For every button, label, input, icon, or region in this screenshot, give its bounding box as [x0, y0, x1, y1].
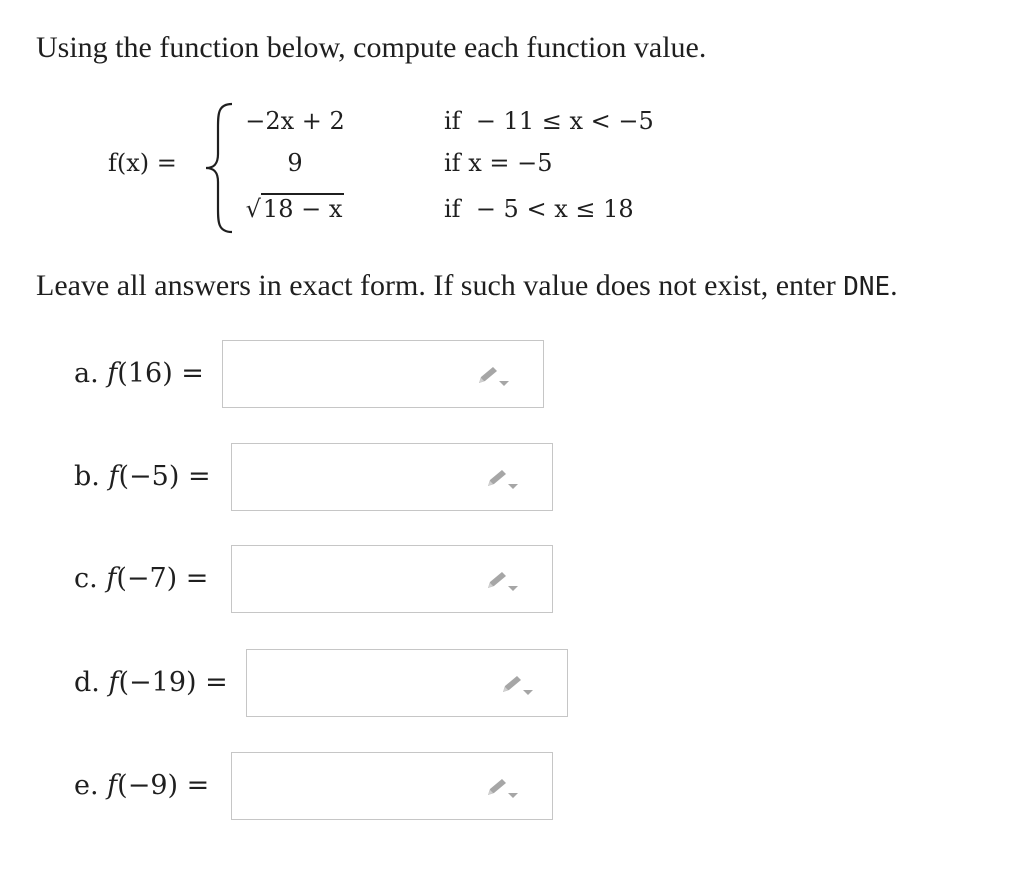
radicand: 18 − x	[262, 195, 343, 223]
piecewise-function	[108, 100, 728, 240]
pencil-dropdown-icon[interactable]	[482, 777, 522, 801]
square-root	[246, 194, 345, 224]
answer-e-box[interactable]	[231, 752, 553, 820]
answer-a-input[interactable]	[231, 349, 465, 401]
pencil-dropdown-icon[interactable]	[482, 468, 522, 492]
function-lhs: f(x) =	[108, 149, 177, 177]
case-3-expression	[240, 194, 350, 224]
radical-sign: √	[245, 195, 261, 223]
instruction-body: Leave all answers in exact form. If such value does not exist, enter	[36, 269, 844, 302]
question-d-label: d. f(−19) =	[74, 667, 228, 698]
answer-a-box[interactable]	[222, 340, 544, 408]
question-a	[74, 340, 554, 410]
case-2-expression: 9	[287, 149, 303, 177]
case-1-expression: −2x + 2	[245, 107, 345, 135]
case-2-condition: if x = −5	[444, 149, 553, 177]
pencil-dropdown-icon[interactable]	[473, 365, 513, 389]
answer-b-input[interactable]	[240, 452, 474, 504]
question-b-label: b. f(−5) =	[74, 461, 211, 492]
question-a-label: a. f(16) =	[74, 358, 204, 389]
pencil-dropdown-icon[interactable]	[482, 570, 522, 594]
answer-b-box[interactable]	[231, 443, 553, 511]
question-c-label: c. f(−7) =	[74, 563, 209, 594]
question-b	[74, 443, 554, 513]
question-d	[74, 649, 574, 719]
answer-e-input[interactable]	[240, 761, 474, 813]
pencil-dropdown-icon[interactable]	[497, 674, 537, 698]
answer-c-input[interactable]	[240, 554, 474, 606]
question-e	[74, 752, 554, 822]
case-3-condition: if − 5 < x ≤ 18	[444, 195, 634, 223]
answer-d-input[interactable]	[255, 658, 489, 710]
intro-text: Using the function below, compute each function value.	[36, 31, 707, 64]
left-brace	[204, 100, 236, 236]
question-c	[74, 545, 554, 615]
dne-keyword: DNE	[843, 272, 891, 302]
case-1-condition: if − 11 ≤ x < −5	[444, 107, 654, 135]
answer-c-box[interactable]	[231, 545, 553, 613]
instruction-suffix: .	[890, 269, 898, 302]
question-e-label: e. f(−9) =	[74, 770, 210, 801]
instruction-text	[36, 266, 898, 307]
answer-d-box[interactable]	[246, 649, 568, 717]
